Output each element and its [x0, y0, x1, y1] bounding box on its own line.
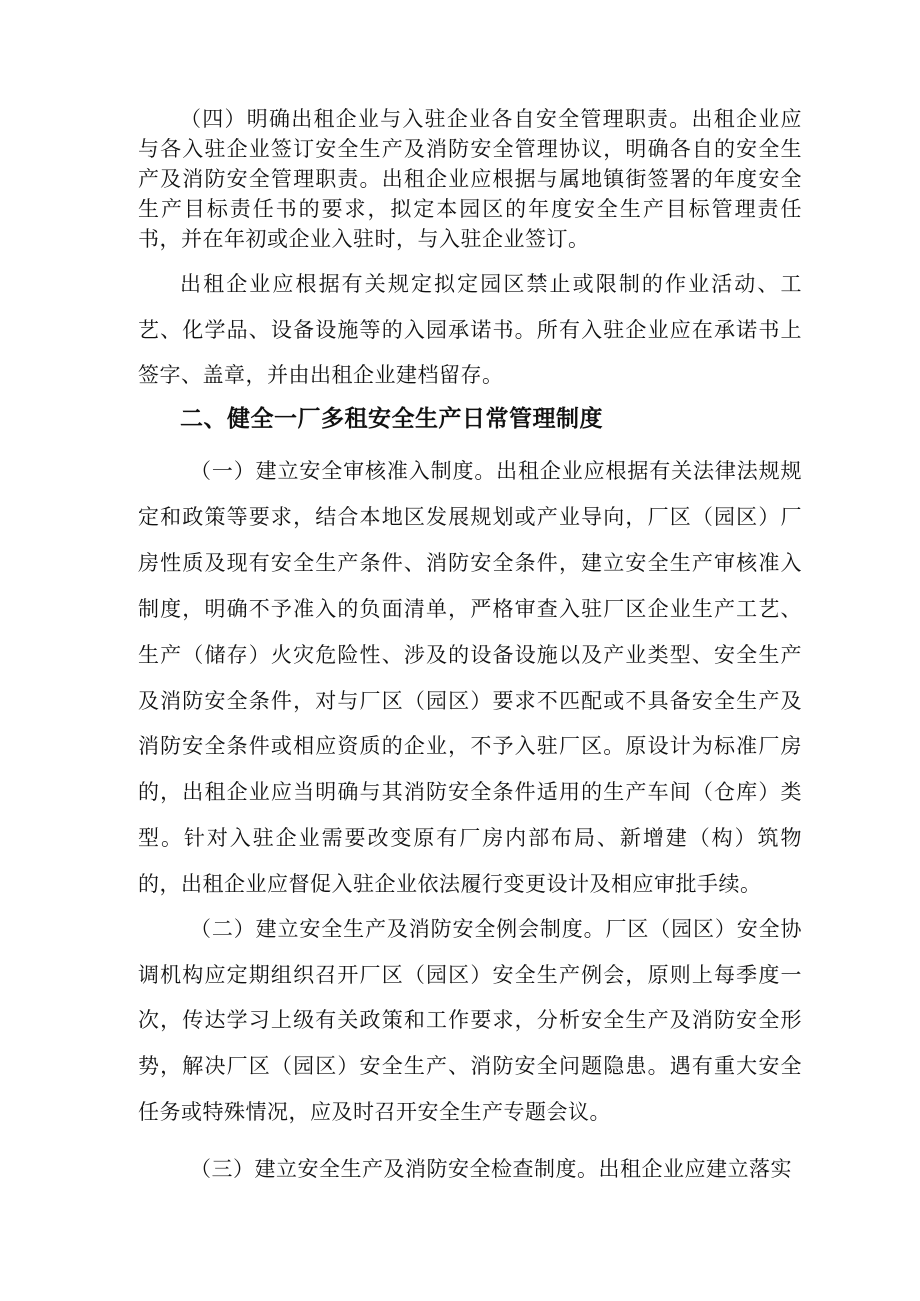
- paragraph-safety-meeting: （二）建立安全生产及消防安全例会制度。厂区（园区）安全协调机构应定期组织召开厂区（园区）安全生产例会，原则上每季度一次，传达学习上级有关政策和工作要求，分析安全生产及消防安全形势，解决厂区（园区）安全生产、消防安全问题隐患。遇有重大安全任务或特殊情况，应及时召开安全生产专题会议。: [138, 917, 802, 1124]
- paragraph-safety-review-admission: （一）建立安全审核准入制度。出租企业应根据有关法律法规规定和政策等要求，结合本地区发展规划或产业导向，厂区（园区）厂房性质及现有安全生产条件、消防安全条件，建立安全生产审核准入制度，明确不予准入的负面清单，严格审查入驻厂区企业生产工艺、生产（储存）火灾危险性、涉及的设备设施以及产业类型、安全生产及消防安全条件，对与厂区（园区）要求不匹配或不具备安全生产及消防安全条件或相应资质的企业，不予入驻厂区。原设计为标准厂房的，出租企业应当明确与其消防安全条件适用的生产车间（仓库）类型。针对入驻企业需要改变原有厂房内部布局、新增建（构）筑物的，出租企业应督促入驻企业依法履行变更设计及相应审批手续。: [138, 459, 802, 897]
- section-heading: 二、健全一厂多租安全生产日常管理制度: [180, 406, 603, 432]
- paragraph-safety-inspection: （三）建立安全生产及消防安全检查制度。出租企业应建立落实: [190, 1157, 792, 1181]
- paragraph-admission-commitment: 出租企业应根据有关规定拟定园区禁止或限制的作业活动、工艺、化学品、设备设施等的入园承诺书。所有入驻企业应在承诺书上签字、盖章，并由出租企业建档留存。: [138, 272, 802, 387]
- paragraph-duty-responsibility: （四）明确出租企业与入驻企业各自安全管理职责。出租企业应与各入驻企业签订安全生产及消防安全管理协议，明确各自的安全生产及消防安全管理职责。出租企业应根据与属地镇街签署的年度安全生产目标责任书的要求，拟定本园区的年度安全生产目标管理责任书，并在年初或企业入驻时，与入驻企业签订。: [138, 107, 802, 251]
